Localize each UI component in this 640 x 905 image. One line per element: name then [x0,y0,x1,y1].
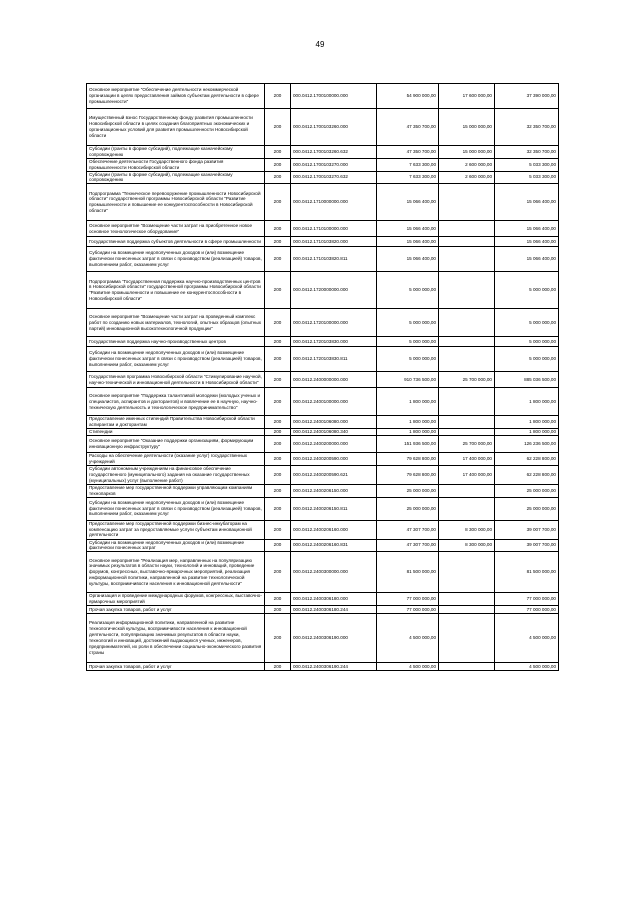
table-row [87,146,559,159]
row-total-amount: 5 000 000,00 [377,272,439,309]
row-third-amount: 5 033 300,00 [495,158,559,171]
row-code-cell: 200 [265,593,291,606]
row-third-amount: 77 000 000,00 [495,593,559,606]
row-kbk-cell: 000.0412.2400300000.000 [291,552,377,593]
row-code-cell: 200 [265,272,291,309]
row-name-cell: Основное мероприятие "Оказание поддержки организациям, формирующим инновационную инфраструктуру" [87,436,265,453]
table-row [87,171,559,184]
table-row [87,84,559,109]
row-second-amount [439,484,495,497]
row-second-amount [439,272,495,309]
row-total-amount: 15 066 400,00 [377,237,439,247]
row-second-amount [439,552,495,593]
row-second-amount: 17 400 000,00 [439,465,495,484]
row-kbk-cell: 000.0412.2400306190.244 [291,663,377,671]
row-second-amount: 8 300 000,00 [439,520,495,539]
row-third-amount: 32 350 700,00 [495,146,559,159]
table-row [87,372,559,388]
row-second-amount: 25 700 000,00 [439,436,495,453]
row-third-amount: 15 066 400,00 [495,237,559,247]
row-name-cell: Основное мероприятие "Обеспечение деятельности некоммерческой организации в целях предоставления займов субъектам деятельности в сфере промышленности" [87,84,265,109]
row-code-cell: 200 [265,520,291,539]
row-total-amount: 7 633 300,00 [377,158,439,171]
row-total-amount: 81 500 000,00 [377,552,439,593]
row-code-cell: 200 [265,539,291,552]
row-third-amount: 77 000 000,00 [495,606,559,614]
row-kbk-cell: 000.0412.1700103270.632 [291,171,377,184]
row-total-amount: 1 800 000,00 [377,416,439,429]
row-kbk-cell: 000.0412.1710103820.811 [291,247,377,272]
row-code-cell: 200 [265,552,291,593]
row-name-cell: Государственная программа Новосибирской области "Стимулирование научной, научно-технической и инновационной деятельности в Новосибирской области" [87,372,265,388]
row-third-amount: 5 000 000,00 [495,309,559,337]
row-second-amount [439,593,495,606]
row-total-amount: 4 500 000,00 [377,663,439,671]
row-name-cell: Основное мероприятие "Возмещение части затрат на проведенный комплекс работ по созданию новых материалов, технологий, опытных образцов (опытных партий) инновационной высокотехнологичной продукции" [87,309,265,337]
row-name-cell: Государственная поддержка научно-производственных центров [87,337,265,347]
row-name-cell: Основное мероприятие "Возмещение части затрат на приобретенное новое основное технологическое оборудование" [87,221,265,237]
row-code-cell: 200 [265,237,291,247]
row-code-cell: 200 [265,388,291,416]
row-total-amount: 79 628 800,00 [377,453,439,466]
table-row [87,388,559,416]
table-row [87,593,559,606]
table-row [87,484,559,497]
row-total-amount: 77 000 000,00 [377,593,439,606]
row-name-cell: Субсидии на возмещение недополученных доходов и (или) возмещение фактически понесенных затрат в связи с производством (реализацией) товаров, выполнением работ, оказанием услуг [87,347,265,372]
row-total-amount: 77 000 000,00 [377,606,439,614]
row-second-amount: 25 700 000,00 [439,372,495,388]
row-third-amount: 4 500 000,00 [495,614,559,663]
row-name-cell: Прочая закупка товаров, работ и услуг [87,606,265,614]
row-kbk-cell: 000.0412.2400000000.000 [291,372,377,388]
table-row [87,347,559,372]
row-name-cell: Организация и проведение международных форумов, конгрессных, выставочно-ярмарочных мероприятий [87,593,265,606]
row-code-cell: 200 [265,465,291,484]
row-name-cell: Предоставление именных стипендий Правительства Новосибирской области аспирантам и докторантам [87,416,265,429]
row-name-cell: Подпрограмма "Техническое перевооружение промышленности Новосибирской области" государственной программы Новосибирской области "Развитие промышленности и повышение ее конкурентоспособности в Новосибирской области" [87,184,265,221]
row-third-amount: 1 800 000,00 [495,388,559,416]
row-second-amount [439,663,495,671]
row-kbk-cell: 000.0412.1700103260.000 [291,109,377,146]
row-code-cell: 200 [265,221,291,237]
row-code-cell: 200 [265,372,291,388]
row-total-amount: 54 900 000,00 [377,84,439,109]
row-code-cell: 200 [265,347,291,372]
table-row [87,247,559,272]
row-total-amount: 7 633 300,00 [377,171,439,184]
row-kbk-cell: 000.0412.1700100000.000 [291,84,377,109]
row-third-amount: 39 007 700,00 [495,520,559,539]
budget-table-body [87,84,559,671]
table-row [87,465,559,484]
row-third-amount: 5 033 300,00 [495,171,559,184]
row-kbk-cell: 000.0412.2400200000.000 [291,436,377,453]
row-second-amount [439,184,495,221]
row-kbk-cell: 000.0412.2400106080.000 [291,416,377,429]
table-row [87,221,559,237]
row-name-cell: Обеспечение деятельности Государственного фонда развития промышленности Новосибирской области [87,158,265,171]
row-code-cell: 200 [265,416,291,429]
row-kbk-cell: 000.0412.1710103820.000 [291,237,377,247]
row-kbk-cell: 000.0412.2400306180.000 [291,593,377,606]
row-third-amount: 25 000 000,00 [495,497,559,520]
row-total-amount: 1 800 000,00 [377,429,439,436]
row-code-cell: 200 [265,109,291,146]
table-row [87,539,559,552]
row-code-cell: 200 [265,171,291,184]
row-second-amount [439,337,495,347]
row-kbk-cell: 000.0412.2400200590.000 [291,453,377,466]
row-second-amount: 17 400 000,00 [439,453,495,466]
table-row [87,614,559,663]
row-third-amount: 81 500 000,00 [495,552,559,593]
row-total-amount: 5 000 000,00 [377,347,439,372]
row-third-amount: 37 390 000,00 [495,84,559,109]
row-kbk-cell: 000.0412.1720103830.000 [291,337,377,347]
row-third-amount: 39 007 700,00 [495,539,559,552]
row-second-amount: 2 600 000,00 [439,158,495,171]
budget-table [86,83,559,671]
row-name-cell: Субсидии (гранты в форме субсидий), подлежащие казначейскому сопровождению [87,146,265,159]
table-row [87,416,559,429]
row-kbk-cell: 000.0412.2400306180.244 [291,606,377,614]
row-kbk-cell: 000.0412.2400100000.000 [291,388,377,416]
row-third-amount: 5 000 000,00 [495,337,559,347]
row-second-amount [439,221,495,237]
row-code-cell: 200 [265,337,291,347]
row-second-amount [439,614,495,663]
row-third-amount: 62 228 800,00 [495,465,559,484]
row-name-cell: Субсидии (гранты в форме субсидий), подлежащие казначейскому сопровождению [87,171,265,184]
row-code-cell: 200 [265,453,291,466]
row-second-amount [439,247,495,272]
table-row [87,429,559,436]
row-second-amount [439,416,495,429]
row-code-cell: 200 [265,663,291,671]
table-row [87,663,559,671]
row-kbk-cell: 000.0412.2400206150.000 [291,484,377,497]
row-second-amount: 15 000 000,00 [439,146,495,159]
row-second-amount [439,309,495,337]
row-third-amount: 15 066 400,00 [495,247,559,272]
row-kbk-cell: 000.0412.1720103830.811 [291,347,377,372]
row-second-amount [439,347,495,372]
row-total-amount: 15 066 400,00 [377,184,439,221]
row-third-amount: 1 800 000,00 [495,429,559,436]
row-total-amount: 15 066 400,00 [377,247,439,272]
table-row [87,184,559,221]
row-second-amount: 2 600 000,00 [439,171,495,184]
row-kbk-cell: 000.0412.1710100000.000 [291,221,377,237]
row-third-amount: 62 228 800,00 [495,453,559,466]
row-name-cell: Государственная поддержка субъектов деятельности в сфере промышленности [87,237,265,247]
row-third-amount: 32 350 700,00 [495,109,559,146]
page-number: 49 [315,40,325,49]
row-kbk-cell: 000.0412.1720000000.000 [291,272,377,309]
row-name-cell: Расходы на обеспечение деятельности (оказание услуг) государственных учреждений [87,453,265,466]
row-second-amount [439,388,495,416]
row-third-amount: 1 800 000,00 [495,416,559,429]
row-kbk-cell: 000.0412.1700103260.632 [291,146,377,159]
row-total-amount: 151 936 500,00 [377,436,439,453]
row-code-cell: 200 [265,436,291,453]
row-total-amount: 47 307 700,00 [377,520,439,539]
row-kbk-cell: 000.0412.1700103270.000 [291,158,377,171]
row-third-amount: 5 000 000,00 [495,347,559,372]
row-total-amount: 25 000 000,00 [377,497,439,520]
table-row [87,520,559,539]
row-name-cell: Реализация информационной политики, направленной на развитие технологической культуры, восприимчивости населения к инновационной деятельности, популяризацию значимых результатов в области науки, технологий и инноваций, достижений выдающихся ученых, инженеров, предпринимателей, их роли в обеспечении социально-экономического развития страны [87,614,265,663]
row-code-cell: 200 [265,606,291,614]
row-kbk-cell: 000.0412.2400200590.621 [291,465,377,484]
row-code-cell: 200 [265,247,291,272]
row-kbk-cell: 000.0412.2400106080.340 [291,429,377,436]
row-name-cell: Субсидии на возмещение недополученных доходов и (или) возмещение фактически понесенных затрат в связи с производством (реализацией) товаров, выполнением работ, оказанием услуг [87,497,265,520]
table-row [87,497,559,520]
row-code-cell: 200 [265,429,291,436]
row-total-amount: 4 500 000,00 [377,614,439,663]
row-code-cell: 200 [265,158,291,171]
row-name-cell: Предоставление мер государственной поддержки бизнес-инкубаторам на компенсацию затрат за предоставляемые услуги субъектам инновационной деятельности [87,520,265,539]
row-third-amount: 15 066 400,00 [495,184,559,221]
row-kbk-cell: 000.0412.2400306190.000 [291,614,377,663]
table-row [87,109,559,146]
row-second-amount [439,606,495,614]
row-second-amount: 15 000 000,00 [439,109,495,146]
row-code-cell: 200 [265,84,291,109]
table-row [87,309,559,337]
row-name-cell: Прочая закупка товаров, работ и услуг [87,663,265,671]
table-row [87,158,559,171]
row-second-amount [439,497,495,520]
row-kbk-cell: 000.0412.2400206160.831 [291,539,377,552]
row-code-cell: 200 [265,497,291,520]
row-third-amount: 885 036 500,00 [495,372,559,388]
row-second-amount: 8 300 000,00 [439,539,495,552]
row-code-cell: 200 [265,184,291,221]
row-total-amount: 79 628 800,00 [377,465,439,484]
table-row [87,606,559,614]
row-total-amount: 5 000 000,00 [377,309,439,337]
row-kbk-cell: 000.0412.2400206150.811 [291,497,377,520]
row-name-cell: Предоставление мер государственной поддержки управляющим компаниям технопарков [87,484,265,497]
row-name-cell: Основное мероприятие "Реализация мер, направленных на популяризацию значимых результатов в области науки, технологий и инноваций, проведение форумов, конгрессных, выставочно-ярмарочных мероприятий, реализация информационной политики, направленной на развитие технологической культуры, восприимчивости населения к инновационной деятельности" [87,552,265,593]
table-row [87,337,559,347]
row-code-cell: 200 [265,146,291,159]
row-total-amount: 5 000 000,00 [377,337,439,347]
row-code-cell: 200 [265,614,291,663]
row-third-amount: 126 236 500,00 [495,436,559,453]
row-name-cell: Стипендии [87,429,265,436]
row-total-amount: 47 350 700,00 [377,109,439,146]
row-total-amount: 15 066 400,00 [377,221,439,237]
row-total-amount: 1 800 000,00 [377,388,439,416]
row-second-amount [439,237,495,247]
row-name-cell: Имущественный взнос Государственному фонду развития промышленности Новосибирской области в целях создания благоприятных экономических и организационных условий для развития промышленности Новосибирской области [87,109,265,146]
row-kbk-cell: 000.0412.1720100000.000 [291,309,377,337]
row-kbk-cell: 000.0412.2400206160.000 [291,520,377,539]
row-total-amount: 910 736 500,00 [377,372,439,388]
row-name-cell: Субсидии на возмещение недополученных доходов и (или) возмещение фактически понесенных затрат в связи с производством (реализацией) товаров, выполнением работ, оказанием услуг [87,247,265,272]
row-total-amount: 47 350 700,00 [377,146,439,159]
row-name-cell: Субсидии автономным учреждениям на финансовое обеспечение государственного (муниципального) задания на оказание государственных (муниципальных) услуг (выполнение работ) [87,465,265,484]
table-row [87,272,559,309]
row-second-amount: 17 600 000,00 [439,84,495,109]
row-code-cell: 200 [265,309,291,337]
row-third-amount: 25 000 000,00 [495,484,559,497]
row-name-cell: Основное мероприятие "Поддержка талантливой молодежи (молодых ученых и специалистов, аспирантов и докторантов) и вовлечение ее в научную, научно-техническую деятельность и технологическое предпринимательство" [87,388,265,416]
row-name-cell: Субсидии на возмещение недополученных доходов и (или) возмещение фактически понесенных затрат [87,539,265,552]
row-kbk-cell: 000.0412.1710000000.000 [291,184,377,221]
row-third-amount: 15 066 400,00 [495,221,559,237]
row-name-cell: Подпрограмма "Государственная поддержка научно-производственных центров в Новосибирской области" государственной программы Новосибирской области "Развитие промышленности и повышение ее конкурентоспособности в Новосибирской области" [87,272,265,309]
table-row [87,237,559,247]
row-third-amount: 4 500 000,00 [495,663,559,671]
row-total-amount: 25 000 000,00 [377,484,439,497]
row-code-cell: 200 [265,484,291,497]
table-row [87,552,559,593]
row-total-amount: 47 307 700,00 [377,539,439,552]
table-row [87,453,559,466]
table-row [87,436,559,453]
row-second-amount [439,429,495,436]
row-third-amount: 5 000 000,00 [495,272,559,309]
